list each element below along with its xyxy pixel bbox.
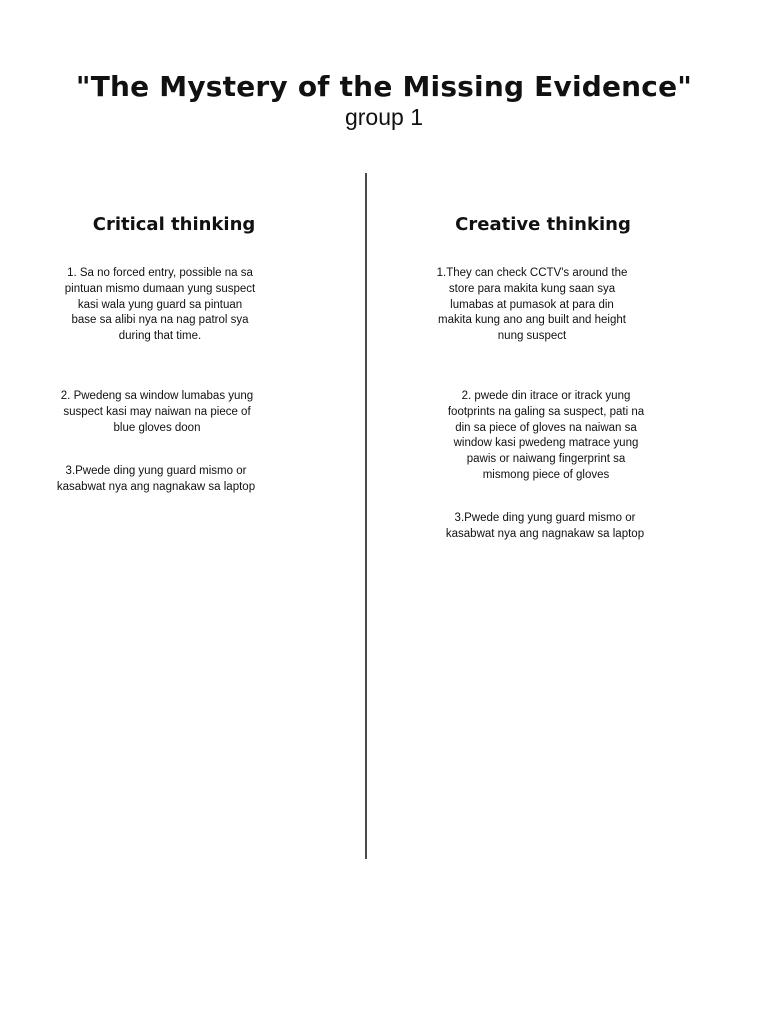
- creative-item-2: 2. pwede din itrace or itrack yung footprints na galing sa suspect, pati na din sa piece of gloves na naiwan sa window kasi pwedeng matrace yung pawis or naiwang fingerprint sa mismong piece of gloves: [447, 390, 645, 481]
- column-divider: [365, 173, 367, 859]
- creative-item-1: 1.They can check CCTV's around the store para makita kung saan sya lumabas at pumasok at para din makita kung ano ang built and height nung suspect: [436, 267, 628, 343]
- creative-item-3: 3.Pwede ding yung guard mismo or kasabwat nya ang nagnakaw sa laptop: [445, 512, 645, 540]
- document-subtitle: group 1: [344, 104, 423, 130]
- creative-thinking-heading: Creative thinking: [455, 214, 631, 235]
- document-title: "The Mystery of the Missing Evidence": [75, 70, 693, 103]
- critical-item-3: 3.Pwede ding yung guard mismo or kasabwat nya ang nagnakaw sa laptop: [56, 465, 256, 493]
- critical-item-1: 1. Sa no forced entry, possible na sa pintuan mismo dumaan yung suspect kasi wala yung guard sa pintuan base sa alibi nya na nag patrol sya during that time.: [64, 267, 256, 343]
- critical-item-2: 2. Pwedeng sa window lumabas yung suspect kasi may naiwan na piece of blue gloves doon: [60, 390, 254, 434]
- critical-thinking-heading: Critical thinking: [92, 214, 256, 235]
